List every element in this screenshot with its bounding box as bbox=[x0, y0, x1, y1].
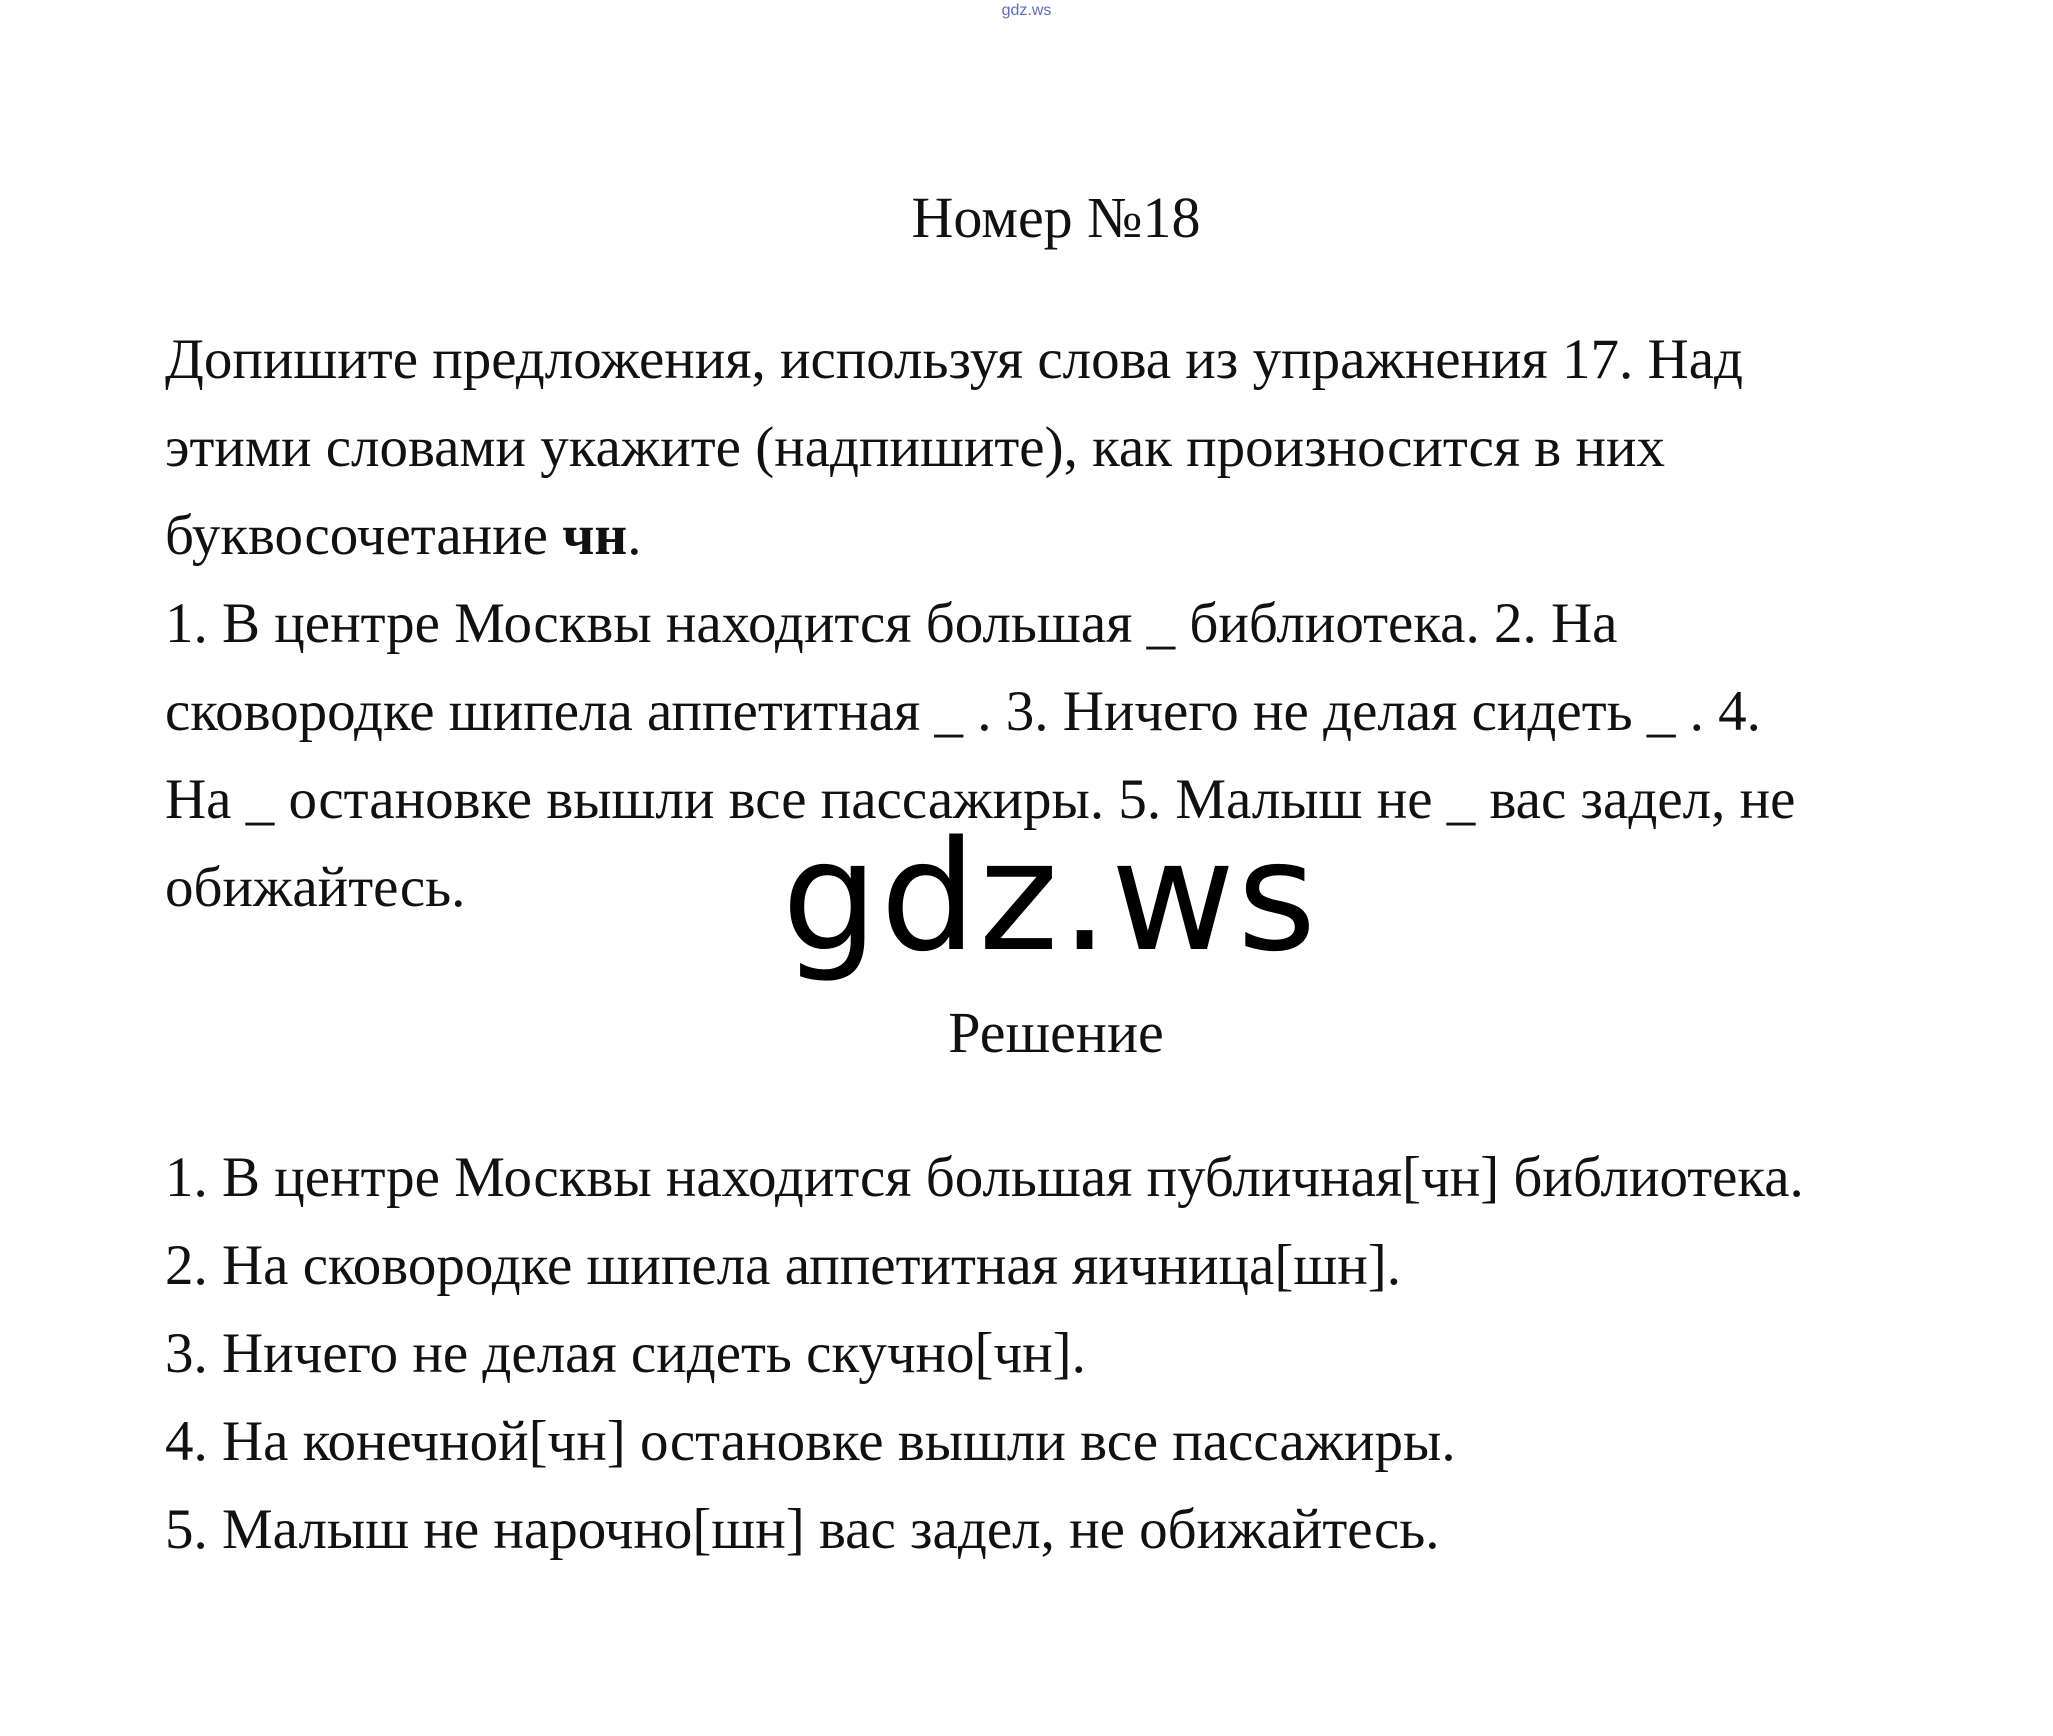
answer-line: 2. На сковородке шипела аппетитная яичница[шн]. bbox=[165, 1234, 1401, 1297]
answers-list bbox=[165, 1134, 2015, 1574]
task-line-3-text: буквосочетание bbox=[165, 504, 563, 567]
answer-line: 4. На конечной[чн] остановке вышли все пассажиры. bbox=[165, 1410, 1456, 1473]
site-watermark: gdz.ws bbox=[781, 808, 1319, 985]
task-line-2: этими словами укажите (надпишите), как произносится в них bbox=[165, 416, 1665, 479]
page-title: Номер №18 bbox=[911, 185, 1201, 250]
task-line-4: 1. В центре Москвы находится большая _ библиотека. 2. На bbox=[165, 592, 1618, 655]
task-bold-letters: чн bbox=[562, 504, 628, 567]
answer-line: 1. В центре Москвы находится большая публичная[чн] библиотека. bbox=[165, 1146, 1804, 1209]
task-line-1: Допишите предложения, используя слова из упражнения 17. Над bbox=[165, 328, 1743, 391]
answer-line: 5. Малыш не нарочно[шн] вас задел, не обижайтесь. bbox=[165, 1498, 1440, 1561]
solution-title: Решение bbox=[948, 1000, 1164, 1065]
task-line-3-end: . bbox=[627, 504, 642, 567]
task-line-7: обижайтесь. bbox=[165, 856, 466, 919]
answer-line: 3. Ничего не делая сидеть скучно[чн]. bbox=[165, 1322, 1086, 1385]
task-line-6: На _ остановке вышли все пассажиры. 5. Малыш не _ вас задел, не bbox=[165, 768, 1796, 831]
top-watermark-text: gdz.ws bbox=[1001, 2, 1052, 19]
task-line-3 bbox=[165, 492, 1965, 580]
task-line-5: сковородке шипела аппетитная _ . 3. Ничего не делая сидеть _ . 4. bbox=[165, 680, 1761, 743]
